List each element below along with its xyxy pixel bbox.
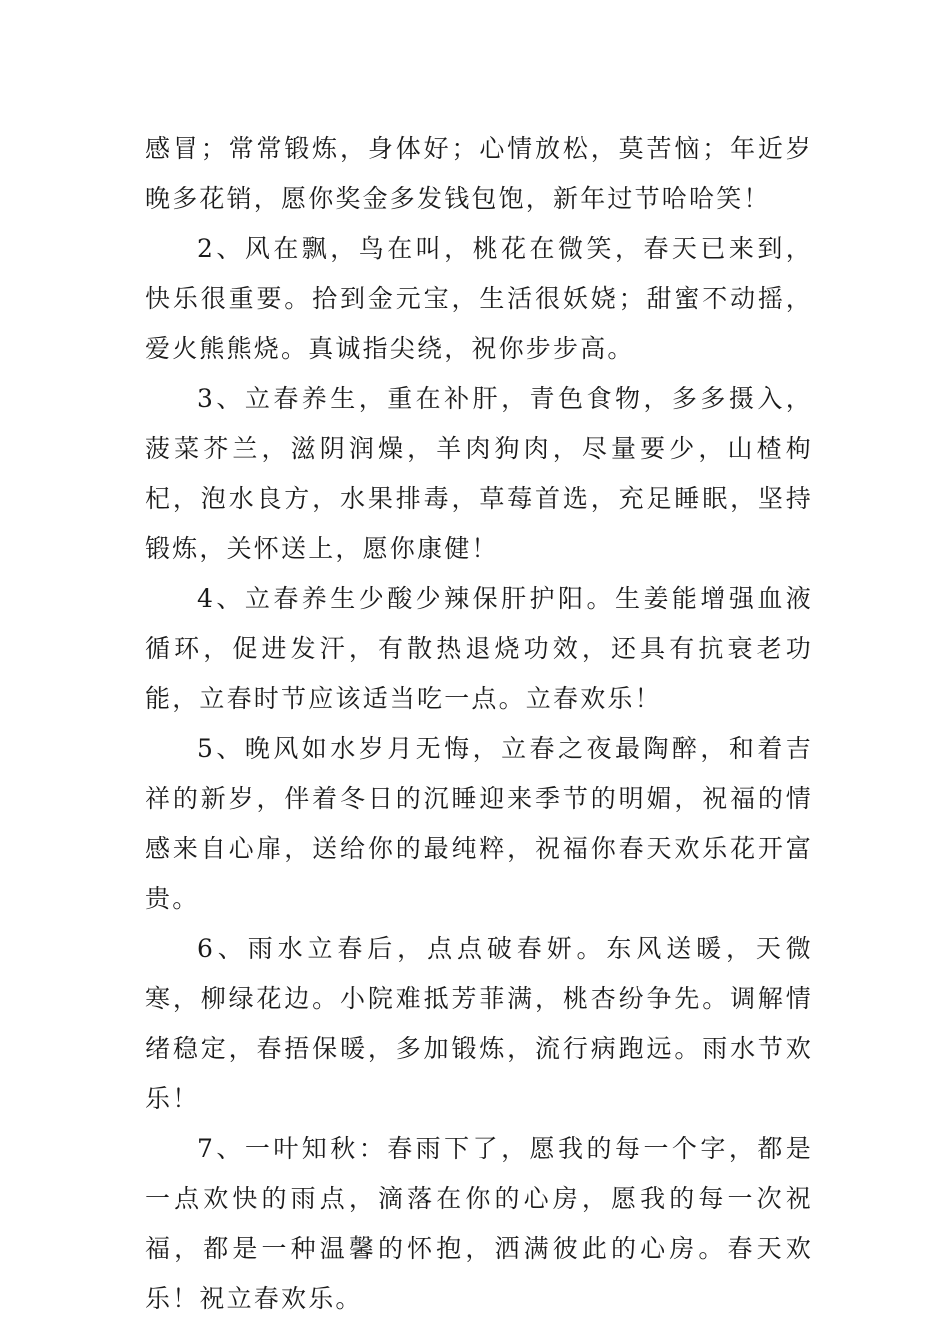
paragraph-item-6: 6、雨水立春后，点点破春妍。东风送暖，天微寒，柳绿花边。小院难抵芳菲满，桃杏纷争先。调解情绪稳定，春捂保暖，多加锻炼，流行病跑远。雨水节欢乐！ [145,934,813,1113]
document-body [145,124,813,1324]
paragraph-continued: 感冒；常常锻炼，身体好；心情放松，莫苦恼；年近岁晚多花销，愿你奖金多发钱包饱，新年过节哈哈笑！ [145,134,813,213]
paragraph-item-5: 5、晚风如水岁月无悔，立春之夜最陶醉，和着吉祥的新岁，伴着冬日的沉睡迎来季节的明媚，祝福的情感来自心扉，送给你的最纯粹，祝福你春天欢乐花开富贵。 [145,734,813,913]
paragraph-item-4: 4、立春养生少酸少辣保肝护阳。生姜能增强血液循环，促进发汗，有散热退烧功效，还具有抗衰老功能，立春时节应该适当吃一点。立春欢乐！ [145,584,813,713]
paragraph-item-2: 2、风在飘，鸟在叫，桃花在微笑，春天已来到，快乐很重要。拾到金元宝，生活很妖娆；甜蜜不动摇，爱火熊熊烧。真诚指尖绕，祝你步步高。 [145,234,813,363]
paragraph-item-3: 3、立春养生，重在补肝，青色食物，多多摄入，菠菜芥兰，滋阴润燥，羊肉狗肉，尽量要少，山楂枸杞，泡水良方，水果排毒，草莓首选，充足睡眠，坚持锻炼，关怀送上，愿你康健！ [145,384,813,563]
paragraph-item-7: 7、一叶知秋：春雨下了，愿我的每一个字，都是一点欢快的雨点，滴落在你的心房，愿我的每一次祝福，都是一种温馨的怀抱，洒满彼此的心房。春天欢乐！祝立春欢乐。 [145,1134,813,1313]
